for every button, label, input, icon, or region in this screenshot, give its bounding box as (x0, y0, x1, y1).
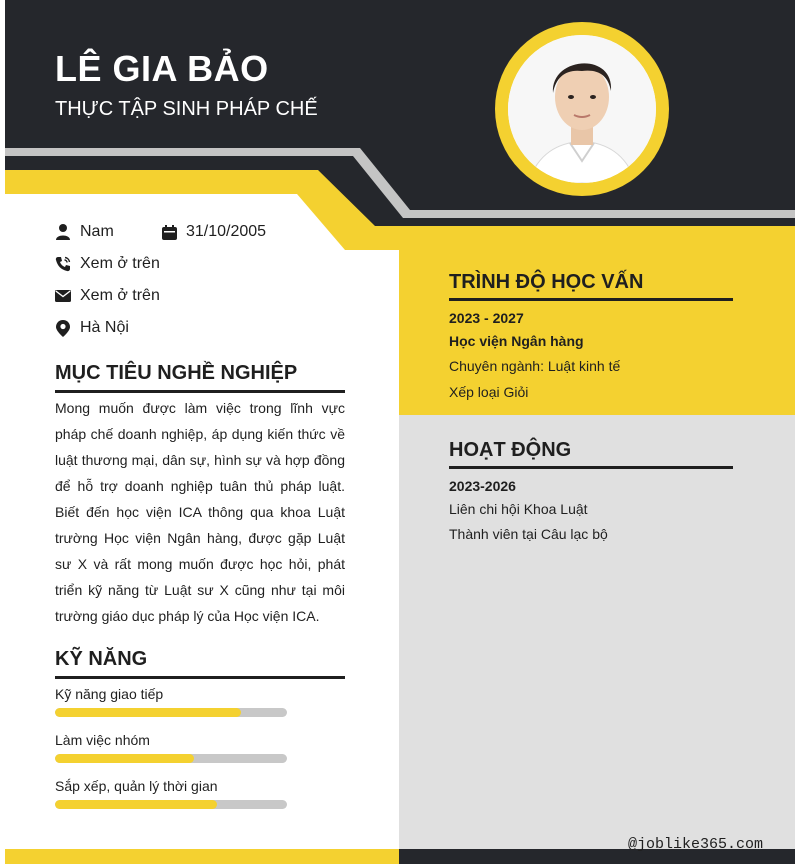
phone-row (55, 255, 160, 273)
skill-bar-fill (55, 754, 194, 763)
phone-icon (55, 256, 71, 272)
skill-label: Làm việc nhóm (55, 732, 150, 748)
objective-divider (55, 390, 345, 393)
phone-value: Xem ở trên (80, 255, 160, 272)
activities-role: Thành viên tại Câu lạc bộ (449, 526, 608, 542)
birthdate-row (161, 223, 266, 241)
skills-title: KỸ NĂNG (55, 648, 148, 670)
education-major: Chuyên ngành: Luật kinh tế (449, 358, 621, 374)
skill-bar-fill (55, 708, 241, 717)
skill-bar (55, 754, 287, 763)
skill-bar-fill (55, 800, 217, 809)
activities-title: HOẠT ĐỘNG (449, 439, 572, 461)
skill-label: Kỹ năng giao tiếp (55, 686, 164, 702)
objective-title: MỤC TIÊU NGHỀ NGHIỆP (55, 362, 298, 384)
activities-period: 2023-2026 (449, 478, 516, 494)
skill-bar (55, 708, 287, 717)
education-title: TRÌNH ĐỘ HỌC VẤN (449, 271, 644, 293)
avatar (508, 35, 656, 183)
footer-accent-left (5, 849, 399, 864)
education-grade: Xếp loại Giỏi (449, 384, 529, 400)
gender-value: Nam (80, 223, 114, 240)
skill-bar (55, 800, 287, 809)
person-photo-icon (508, 35, 656, 183)
email-value: Xem ở trên (80, 287, 160, 304)
address-value: Hà Nội (80, 319, 129, 336)
job-title: THỰC TẬP SINH PHÁP CHẾ (55, 98, 318, 120)
candidate-name: LÊ GIA BẢO (55, 48, 269, 89)
watermark: @joblike365.com (628, 836, 764, 853)
skills-divider (55, 676, 345, 679)
activities-org: Liên chi hội Khoa Luật (449, 501, 588, 517)
education-divider (449, 298, 733, 301)
birthdate-value: 31/10/2005 (186, 223, 267, 240)
activities-divider (449, 466, 733, 469)
objective-text: Mong muốn được làm việc trong lĩnh vực pháp chế doanh nghiệp, áp dụng kiến thức về luật thương mại, dân sự, hình sự và hợp đồng để hỗ trợ doanh nghiệp tuân thủ pháp luật. Biết đến học viện ICA thông qua khoa Luật trường Học viện Ngân hàng, được gặp Luật sư X và rất mong muốn được học hỏi, phát triển kỹ năng từ Luật sư X cũng như tại môi trường giáo dục pháp lý của Học viện ICA. (55, 400, 345, 624)
address-row (55, 319, 129, 337)
calendar-icon (161, 224, 177, 240)
gender-row (55, 223, 114, 241)
user-icon (55, 224, 71, 240)
envelope-icon (55, 288, 71, 304)
education-school: Học viện Ngân hàng (449, 333, 584, 349)
skill-label: Sắp xếp, quản lý thời gian (55, 778, 218, 794)
education-period: 2023 - 2027 (449, 310, 524, 326)
location-pin-icon (55, 320, 71, 336)
header-background (5, 0, 795, 250)
email-row (55, 287, 160, 305)
